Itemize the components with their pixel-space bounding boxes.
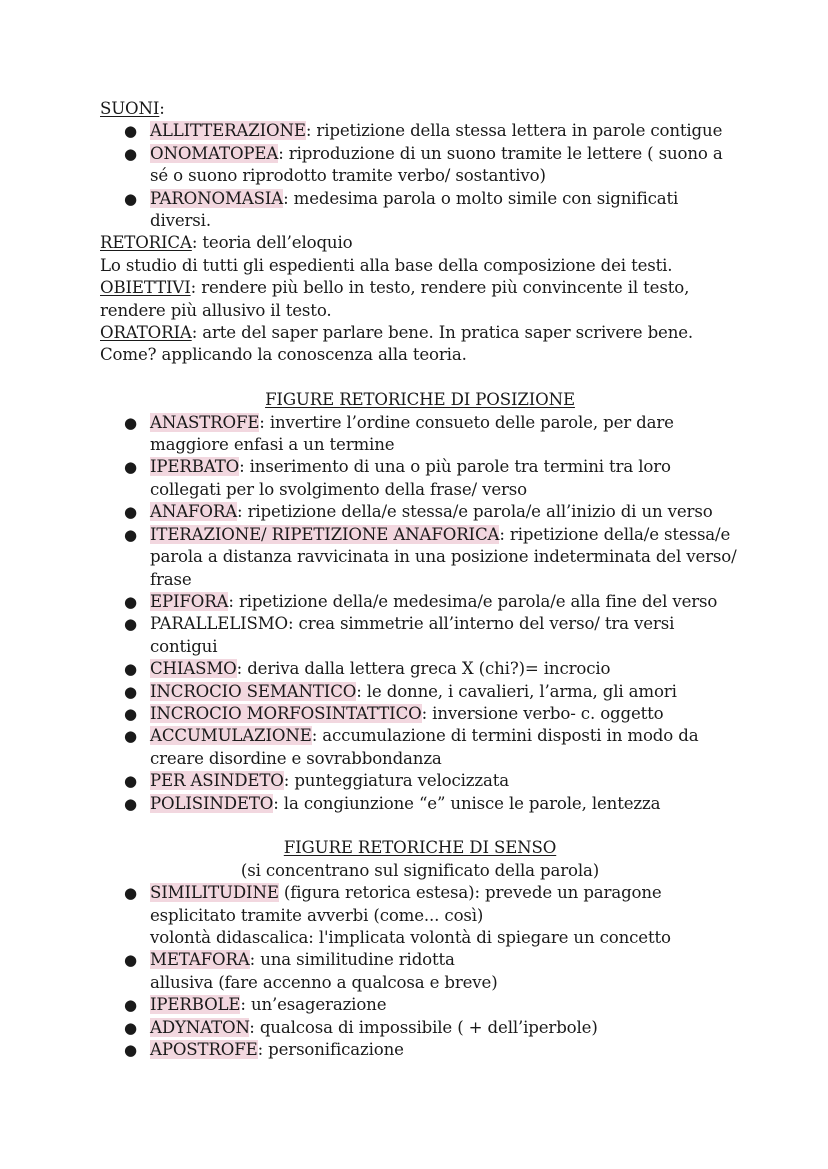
heading-senso-text: FIGURE RETORICHE DI SENSO <box>283 838 557 858</box>
highlighted-term: APOSTROFE <box>150 1040 258 1060</box>
item-extra-text: volontà didascalica: l'implicata volontà di spiegare un concetto <box>150 928 671 947</box>
bullet-icon: ● <box>124 413 137 432</box>
item-text: : personificazione <box>257 1040 404 1060</box>
highlighted-term: POLISINDETO <box>150 793 274 813</box>
item-text: : ripetizione della/e medesima/e parola/e alla fine del verso <box>228 591 718 611</box>
bullet-icon: ● <box>124 682 137 701</box>
bullet-icon: ● <box>124 122 137 141</box>
heading-posizione <box>100 389 740 411</box>
list-item <box>100 501 740 523</box>
subheading-senso: (si concentrano sul significato della parola) <box>240 860 600 880</box>
item-text: : ripetizione della stessa lettera in parole contigue <box>305 121 723 141</box>
highlighted-term: ANAFORA <box>150 502 238 522</box>
highlighted-term: IPERBOLE <box>150 995 241 1015</box>
list-item <box>100 793 740 815</box>
studio-line: Lo studio di tutti gli espedienti alla base della composizione dei testi. <box>100 255 673 275</box>
item-text: : ripetizione della/e stessa/e parola/e all’inizio di un verso <box>237 502 713 522</box>
list-item <box>100 188 740 233</box>
highlighted-term: ACCUMULAZIONE <box>150 726 312 746</box>
list-item <box>100 613 740 658</box>
item-text: PARALLELISMO: crea simmetrie all’interno del verso/ tra versi contigui <box>150 614 675 656</box>
oratoria-text: : arte del saper parlare bene. In pratica saper scrivere bene. <box>191 323 694 343</box>
list-item <box>100 949 740 994</box>
item-text: : inserimento di una o più parole tra termini tra loro collegati per lo svolgimento della frase/ verso <box>150 457 671 499</box>
list-item <box>100 703 740 725</box>
suoni-list <box>100 120 740 232</box>
bullet-icon: ● <box>124 884 137 903</box>
list-item <box>100 658 740 680</box>
bullet-icon: ● <box>124 1041 137 1060</box>
item-text: : un’esagerazione <box>240 995 387 1015</box>
bullet-icon: ● <box>124 189 137 208</box>
list-item <box>100 1017 740 1039</box>
highlighted-term: CHIASMO <box>150 659 237 679</box>
retorica-text: : teoria dell’eloquio <box>191 233 353 253</box>
list-item <box>100 120 740 142</box>
item-text: : inversione verbo- c. oggetto <box>421 703 664 723</box>
obiettivi-line <box>100 277 740 299</box>
heading-posizione-text: FIGURE RETORICHE DI POSIZIONE <box>265 390 575 410</box>
list-item <box>100 456 740 501</box>
item-text: : la congiunzione “e” unisce le parole, lentezza <box>273 793 661 813</box>
retorica-term: RETORICA <box>100 233 192 253</box>
list-item <box>100 591 740 613</box>
spacer <box>100 367 740 389</box>
suoni-title-colon: : <box>159 99 165 118</box>
highlighted-term: EPIFORA <box>150 591 229 611</box>
item-text: : le donne, i cavalieri, l’arma, gli amori <box>356 681 677 701</box>
bullet-icon: ● <box>124 503 137 522</box>
list-item <box>100 412 740 457</box>
list-item <box>100 725 740 770</box>
oratoria-term: ORATORIA <box>100 323 192 343</box>
posizione-list <box>100 412 740 815</box>
highlighted-term: METAFORA <box>150 950 250 970</box>
bullet-icon: ● <box>124 996 137 1015</box>
obiettivi-text: : rendere più bello in testo, rendere più convincente il testo, <box>190 278 690 298</box>
suoni-title: SUONI <box>100 99 160 118</box>
bullet-icon: ● <box>124 458 137 477</box>
highlighted-term: ALLITTERAZIONE <box>150 121 306 141</box>
document-page <box>100 98 740 1061</box>
highlighted-term: IPERBATO <box>150 457 240 477</box>
bullet-icon: ● <box>124 727 137 746</box>
highlighted-term: PER ASINDETO <box>150 771 284 791</box>
item-extra-text: allusiva (fare accenno a qualcosa e breve) <box>150 972 498 992</box>
spacer <box>100 815 740 837</box>
list-item <box>100 681 740 703</box>
highlighted-term: ONOMATOPEA <box>150 143 279 163</box>
bullet-icon: ● <box>124 525 137 544</box>
heading-senso <box>100 837 740 859</box>
bullet-icon: ● <box>124 144 137 163</box>
item-text: : una similitudine ridotta <box>249 950 455 970</box>
bullet-icon: ● <box>124 704 137 723</box>
list-item <box>100 1039 740 1061</box>
bullet-icon: ● <box>124 772 137 791</box>
highlighted-term: PARONOMASIA <box>150 188 284 208</box>
obiettivi-term: OBIETTIVI <box>100 278 191 298</box>
list-item <box>100 770 740 792</box>
item-text: : invertire l’ordine consueto delle parole, per dare maggiore enfasi a un termine <box>150 412 674 455</box>
highlighted-term: SIMILITUDINE <box>150 883 279 903</box>
retorica-line <box>100 232 740 254</box>
highlighted-term: INCROCIO SEMANTICO <box>150 681 357 701</box>
list-item <box>100 994 740 1016</box>
bullet-icon: ● <box>124 951 137 970</box>
list-item <box>100 882 740 949</box>
list-item <box>100 524 740 591</box>
oratoria-line-2: Come? applicando la conoscenza alla teoria. <box>100 345 467 365</box>
list-item <box>100 143 740 188</box>
senso-list <box>100 882 740 1061</box>
item-text: (figura retorica estesa): prevede un paragone esplicitato tramite avverbi (come... così) <box>150 883 662 925</box>
oratoria-line <box>100 322 740 344</box>
bullet-icon: ● <box>124 592 137 611</box>
bullet-icon: ● <box>124 1018 137 1037</box>
highlighted-term: ANASTROFE <box>150 412 260 432</box>
item-text: : qualcosa di impossibile ( + dell’iperbole) <box>249 1017 598 1037</box>
bullet-icon: ● <box>124 794 137 813</box>
item-text: : ripetizione della/e stessa/e parola a distanza ravvicinata in una posizione indeterminata del verso/ frase <box>150 524 737 589</box>
highlighted-term: ADYNATON <box>150 1017 250 1037</box>
highlighted-term: INCROCIO MORFOSINTATTICO <box>150 703 422 723</box>
bullet-icon: ● <box>124 615 137 634</box>
item-text: : medesima parola o molto simile con significati diversi. <box>150 188 679 231</box>
obiettivi-line-2: rendere più allusivo il testo. <box>100 300 332 320</box>
item-text: : deriva dalla lettera greca X (chi?)= incrocio <box>236 659 611 679</box>
item-text: : riproduzione di un suono tramite le lettere ( suono a sé o suono riprodotto tramite verbo/ sostantivo) <box>150 143 723 186</box>
item-text: : punteggiatura velocizzata <box>283 771 509 791</box>
bullet-icon: ● <box>124 660 137 679</box>
item-text: : accumulazione di termini disposti in modo da creare disordine e sovrabbondanza <box>150 726 699 768</box>
section-suoni-title <box>100 98 740 120</box>
highlighted-term: ITERAZIONE/ RIPETIZIONE ANAFORICA <box>150 524 500 544</box>
